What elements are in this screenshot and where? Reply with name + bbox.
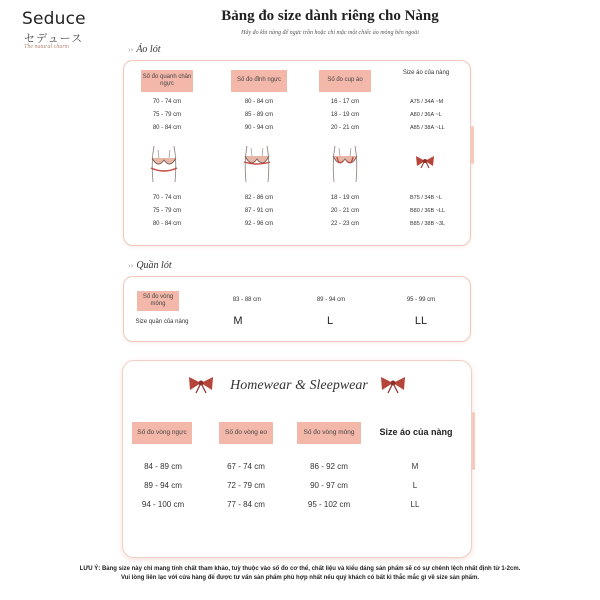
- footer-note-line1: LƯU Ý: Bảng size này chỉ mang tính chất tham khảo, tuỳ thuộc vào số đo cơ thể, chất liệu và kiểu dáng sản phẩm sẽ có sự chênh lệch nhất định từ 1-2cm.: [79, 566, 521, 572]
- panty-row-label: Size quần của nàng: [135, 319, 189, 325]
- page-title: Bảng đo size dành riêng cho Nàng: [221, 8, 439, 24]
- bow-icon: [379, 376, 407, 394]
- homewear-cell: 94 - 100 cm: [141, 500, 185, 509]
- panty-measure: 95 - 99 cm: [406, 297, 436, 303]
- homewear-cell: 89 - 94 cm: [144, 481, 182, 490]
- homewear-header-size: Size áo của nàng: [379, 427, 453, 437]
- bra-cell: 80 - 84 cm: [152, 221, 182, 227]
- panty-size: M: [233, 315, 243, 327]
- bra-cell: 87 - 91 cm: [244, 208, 274, 214]
- double-chevron-icon: ››: [128, 261, 134, 270]
- panty-measure: 83 - 88 cm: [232, 297, 262, 303]
- brand-tagline: The natural charm: [24, 44, 69, 50]
- bra-size-cell: A80 / 36A ~L: [410, 112, 442, 118]
- homewear-header-bust: Số đo vòng ngực: [132, 422, 192, 444]
- bra-size-cell: A85 / 38A ~LL: [410, 125, 445, 131]
- brand-logo: Seduce: [22, 9, 86, 29]
- bra-cell: 75 - 79 cm: [152, 208, 182, 214]
- bra-scroll-accent: [471, 126, 474, 164]
- homewear-size: L: [412, 481, 418, 490]
- bra-cell: 85 - 89 cm: [244, 112, 274, 118]
- panty-header-hip: Số đo vòng mông: [137, 291, 179, 311]
- section-label-panty: ›› Quần lót: [128, 260, 172, 271]
- bra-cell: 80 - 84 cm: [244, 99, 274, 105]
- homewear-cell: 84 - 89 cm: [144, 462, 182, 471]
- bow-icon: [187, 376, 215, 394]
- panty-measure: 89 - 94 cm: [316, 297, 346, 303]
- homewear-size: LL: [410, 500, 420, 509]
- page-subtitle: Hãy đo khi nàng để ngực trần hoặc chỉ mặc một chiếc áo mỏng bên ngoài: [241, 30, 419, 36]
- homewear-cell: 90 - 97 cm: [310, 481, 348, 490]
- brand-kana: セデュース: [24, 33, 84, 45]
- bra-header-cup: Số đo cup áo: [319, 70, 371, 92]
- footer-note-line2: Vui lòng liên lạc với cửa hàng để được tư vấn sản phẩm phù hợp nhất nếu quý khách có bất kì thắc mắc gì về size sản phẩm.: [120, 575, 480, 581]
- bra-cell: 16 - 17 cm: [330, 99, 360, 105]
- panty-size: LL: [414, 315, 428, 327]
- bra-header-size: Size áo của nàng: [402, 70, 450, 76]
- bra-cell: 20 - 21 cm: [330, 125, 360, 131]
- cup-measure-illustration: [327, 142, 363, 184]
- section-label-bra: ›› Áo lót: [128, 44, 161, 55]
- homewear-header-waist: Số đo vòng eo: [219, 422, 273, 444]
- homewear-scroll-accent: [472, 412, 475, 470]
- homewear-cell: 86 - 92 cm: [310, 462, 348, 471]
- homewear-cell: 77 - 84 cm: [227, 500, 265, 509]
- bra-cell: 82 - 86 cm: [244, 195, 274, 201]
- bra-size-cell: B80 / 36B ~LL: [410, 208, 446, 214]
- homewear-header-hip: Số đo vòng mông: [297, 422, 361, 444]
- bust-measure-illustration: [239, 142, 275, 184]
- bra-cell: 92 - 96 cm: [244, 221, 274, 227]
- double-chevron-icon: ››: [128, 45, 134, 54]
- bra-size-cell: B85 / 38B ~3L: [410, 221, 446, 227]
- bra-cell: 80 - 84 cm: [152, 125, 182, 131]
- homewear-size: M: [411, 462, 419, 471]
- bra-size-cell: A75 / 34A ~M: [410, 99, 444, 105]
- bra-cell: 75 - 79 cm: [152, 112, 182, 118]
- bra-cell: 18 - 19 cm: [330, 195, 360, 201]
- bra-cell: 18 - 19 cm: [330, 112, 360, 118]
- underbust-measure-illustration: [146, 142, 182, 184]
- bra-cell: 70 - 74 cm: [152, 99, 182, 105]
- homewear-cell: 67 - 74 cm: [227, 462, 265, 471]
- panty-size: L: [326, 315, 334, 327]
- bow-icon: [414, 155, 436, 169]
- homewear-cell: 72 - 79 cm: [227, 481, 265, 490]
- bra-cell: 70 - 74 cm: [152, 195, 182, 201]
- bra-cell: 90 - 94 cm: [244, 125, 274, 131]
- homewear-title: Homewear & Sleepwear: [230, 378, 368, 393]
- bra-cell: 22 - 23 cm: [330, 221, 360, 227]
- homewear-cell: 95 - 102 cm: [307, 500, 351, 509]
- bra-cell: 20 - 21 cm: [330, 208, 360, 214]
- bra-header-underbust: Số đo quanh chân ngực: [141, 70, 193, 92]
- bra-header-bust: Số đo đỉnh ngực: [231, 70, 287, 92]
- bra-size-cell: B75 / 34B ~L: [410, 195, 442, 201]
